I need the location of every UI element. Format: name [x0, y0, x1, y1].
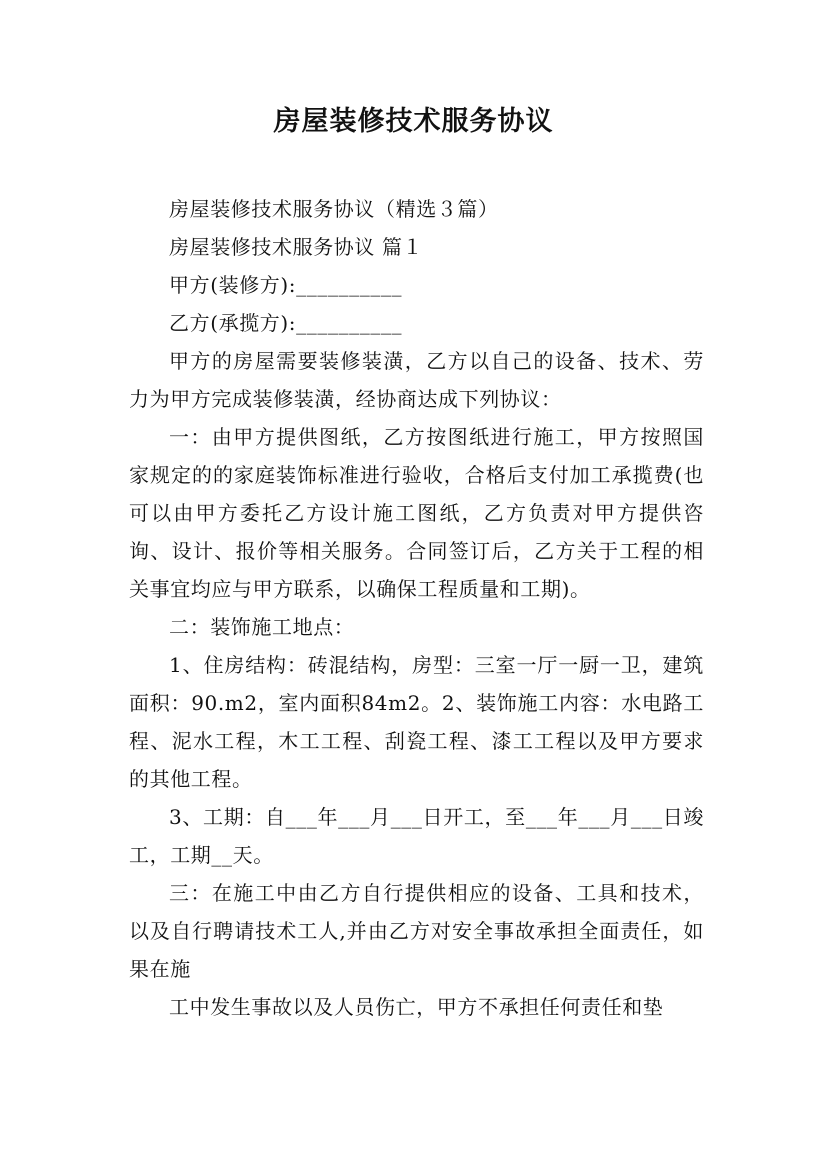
- paragraph-schedule: 3、工期：自___年___月___日开工，至___年___月___日竣工，工期__天。: [129, 805, 704, 867]
- paragraph-housing-structure: 1、住房结构：砖混结构，房型：三室一厅一厨一卫，建筑面积：90.m2，室内面积84m2。2、装饰施工内容：水电路工程、泥水工程，木工工程、刮瓷工程、漆工工程以及甲方要求的其他工程。: [129, 653, 704, 791]
- paragraph-section-heading: 房屋装修技术服务协议 篇１: [169, 235, 424, 259]
- paragraph-party-b: 乙方(承揽方):__________: [169, 311, 403, 335]
- document-body: [129, 190, 704, 1026]
- paragraph-clause-1: 一：由甲方提供图纸，乙方按图纸进行施工，甲方按照国家规定的的家庭装饰标准进行验收，合格后支付加工承揽费(也可以由甲方委托乙方设计施工图纸，乙方负责对甲方提供咨询、设计、报价等相关服务。合同签订后，乙方关于工程的相关事宜均应与甲方联系，以确保工程质量和工期)。: [129, 425, 704, 601]
- paragraph-subtitle: 房屋装修技术服务协议（精选３篇）: [169, 197, 499, 221]
- paragraph-clause-2: 二：装饰施工地点：: [169, 615, 355, 639]
- paragraph-intro: 甲方的房屋需要装修装潢，乙方以自己的设备、技术、劳力为甲方完成装修装潢，经协商达成下列协议：: [129, 349, 704, 411]
- paragraph-clause-3: 三：在施工中由乙方自行提供相应的设备、工具和技术，以及自行聘请技术工人,并由乙方对安全事故承担全面责任，如果在施: [129, 881, 704, 981]
- paragraph-accident: 工中发生事故以及人员伤亡，甲方不承担任何责任和垫: [169, 995, 664, 1019]
- document-title: 房屋装修技术服务协议: [273, 106, 554, 137]
- paragraph-party-a: 甲方(装修方):__________: [169, 273, 403, 297]
